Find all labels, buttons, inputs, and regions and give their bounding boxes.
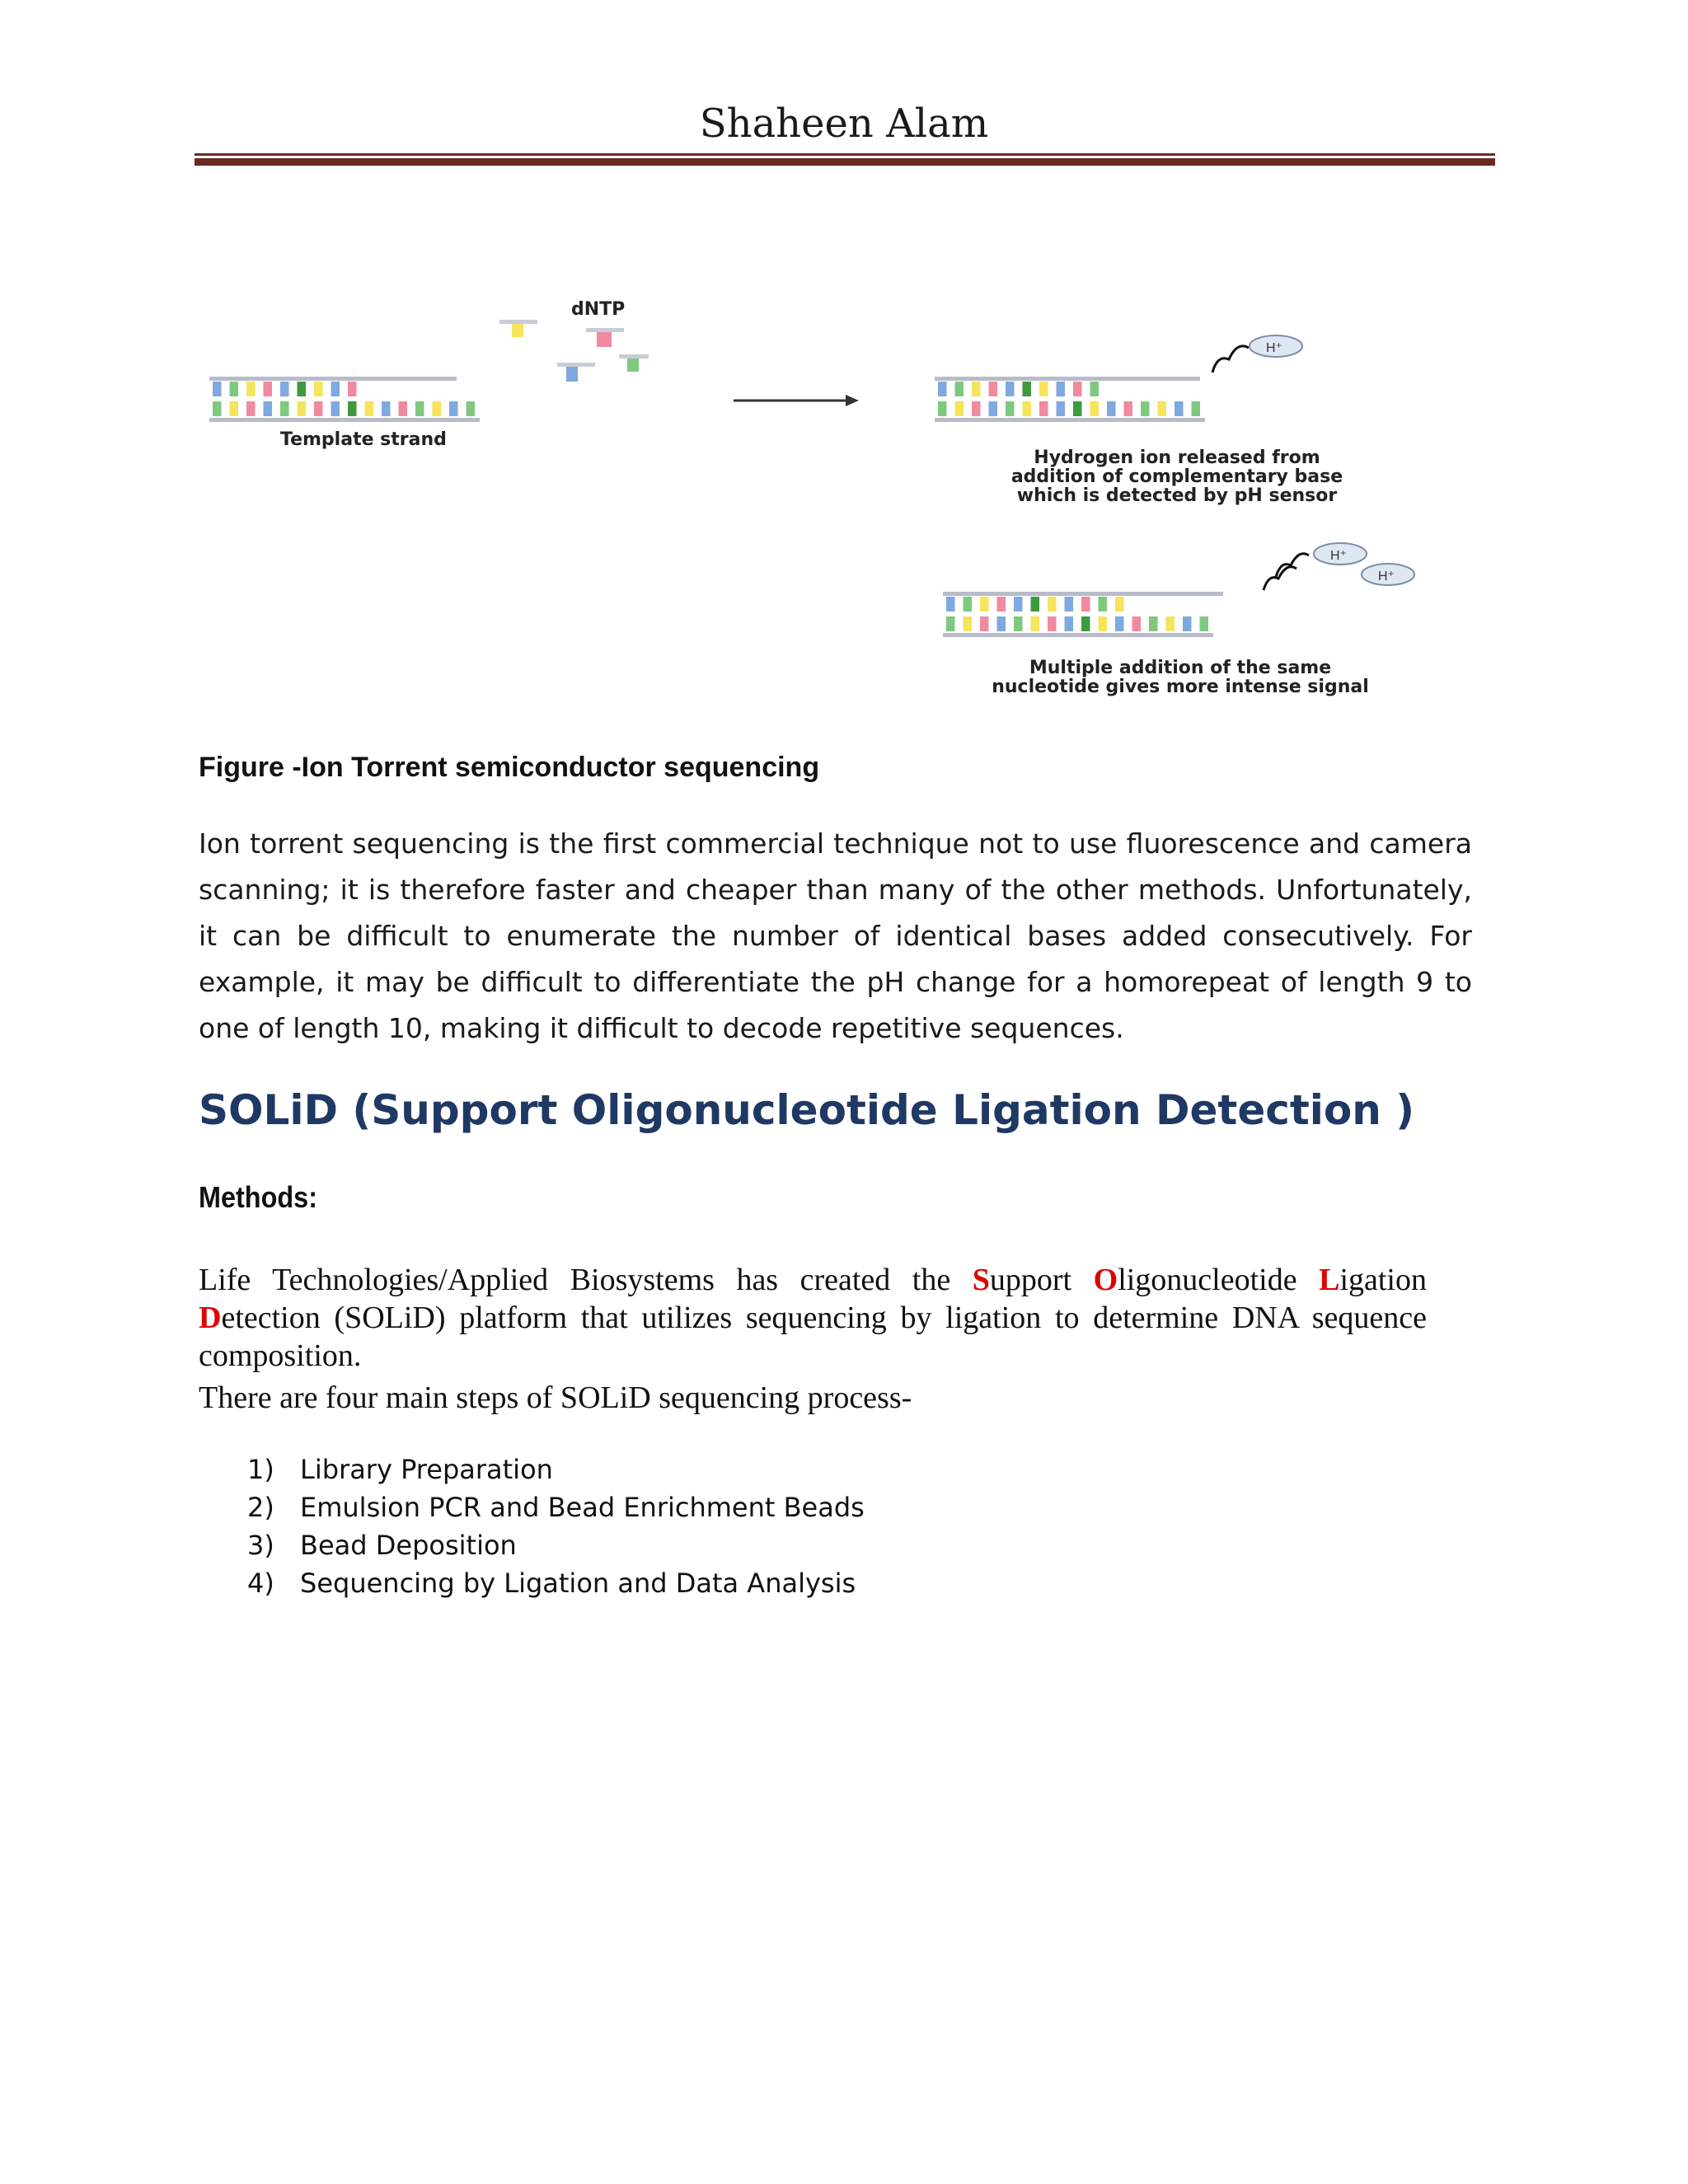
header-rule-thin (195, 153, 1495, 156)
ion-torrent-figure (195, 280, 1513, 717)
solid-steps-list (247, 1451, 865, 1602)
methods-label: Methods: (199, 1180, 317, 1214)
hydrogen-caption-3: which is detected by pH sensor (1016, 485, 1338, 506)
template-strand-label: Template strand (280, 429, 447, 450)
svg-text:H⁺: H⁺ (1330, 549, 1347, 563)
solid-section-heading: SOLiD (Support Oligonucleotide Ligation Detection ) (199, 1086, 1415, 1134)
h-ion-bubble-3 (1362, 564, 1414, 585)
dntp-label: dNTP (571, 299, 626, 320)
hydrogen-caption-1: Hydrogen ion released from (1034, 448, 1320, 468)
steps-intro: There are four main steps of SOLiD sequencing process- (199, 1380, 912, 1415)
hydrogen-caption-2: addition of complementary base (1010, 466, 1343, 487)
list-item: 2) Emulsion PCR and Bead Enrichment Beads (247, 1492, 865, 1523)
ion-torrent-paragraph: Ion torrent sequencing is the first commercial technique not to use fluorescence and camera scanning; it is therefore faster and cheaper than many of the other methods. Unfortunately, it can be difficult to enumerate the number of identical bases added consecutively. For example, it may be difficult to differentiate the pH change for a homorepeat of length 9 to one of length 10, making it difficult to decode repetitive sequences. (199, 827, 1472, 1044)
acronym-letter-l: L (1319, 1263, 1340, 1297)
acronym-letter-o: O (1093, 1263, 1118, 1297)
list-item: 3) Bead Deposition (247, 1530, 517, 1561)
header-rule-thick (195, 158, 1495, 166)
solid-paragraph (199, 1261, 1427, 1375)
release-squiggle-2a (1264, 567, 1296, 590)
acronym-rest-s: upport (989, 1263, 1094, 1297)
multiple-addition-strand-diagram (943, 592, 1223, 637)
template-strand-diagram (209, 377, 480, 422)
list-item: 4) Sequencing by Ligation and Data Analysis (247, 1568, 856, 1599)
h-ion-bubble (1250, 335, 1302, 357)
svg-text:H⁺: H⁺ (1266, 341, 1282, 355)
single-addition-strand-diagram (935, 377, 1205, 422)
release-squiggle (1212, 346, 1249, 373)
acronym-letter-d: D (199, 1301, 222, 1335)
acronym-letter-s: S (972, 1263, 990, 1297)
list-item: 1) Library Preparation (247, 1454, 553, 1485)
acronym-rest-l: igation (1339, 1263, 1427, 1297)
svg-text:H⁺: H⁺ (1378, 569, 1395, 583)
acronym-rest-d: etection (SOLiD) platform that utilizes sequencing by ligation to determine DNA sequence composition. (199, 1301, 1427, 1373)
reaction-arrow (734, 395, 859, 406)
multiple-caption-2: nucleotide gives more intense signal (992, 677, 1369, 697)
solid-intro: Life Technologies/Applied Biosystems has created the (199, 1263, 973, 1297)
page-header-title: Shaheen Alam (699, 101, 989, 147)
dntp-group (499, 299, 649, 382)
acronym-rest-o: ligonucleotide (1118, 1263, 1320, 1297)
multiple-caption-1: Multiple addition of the same (1029, 658, 1332, 678)
figure-caption: Figure -Ion Torrent semiconductor sequencing (199, 752, 820, 783)
h-ion-bubble-2 (1314, 543, 1367, 565)
